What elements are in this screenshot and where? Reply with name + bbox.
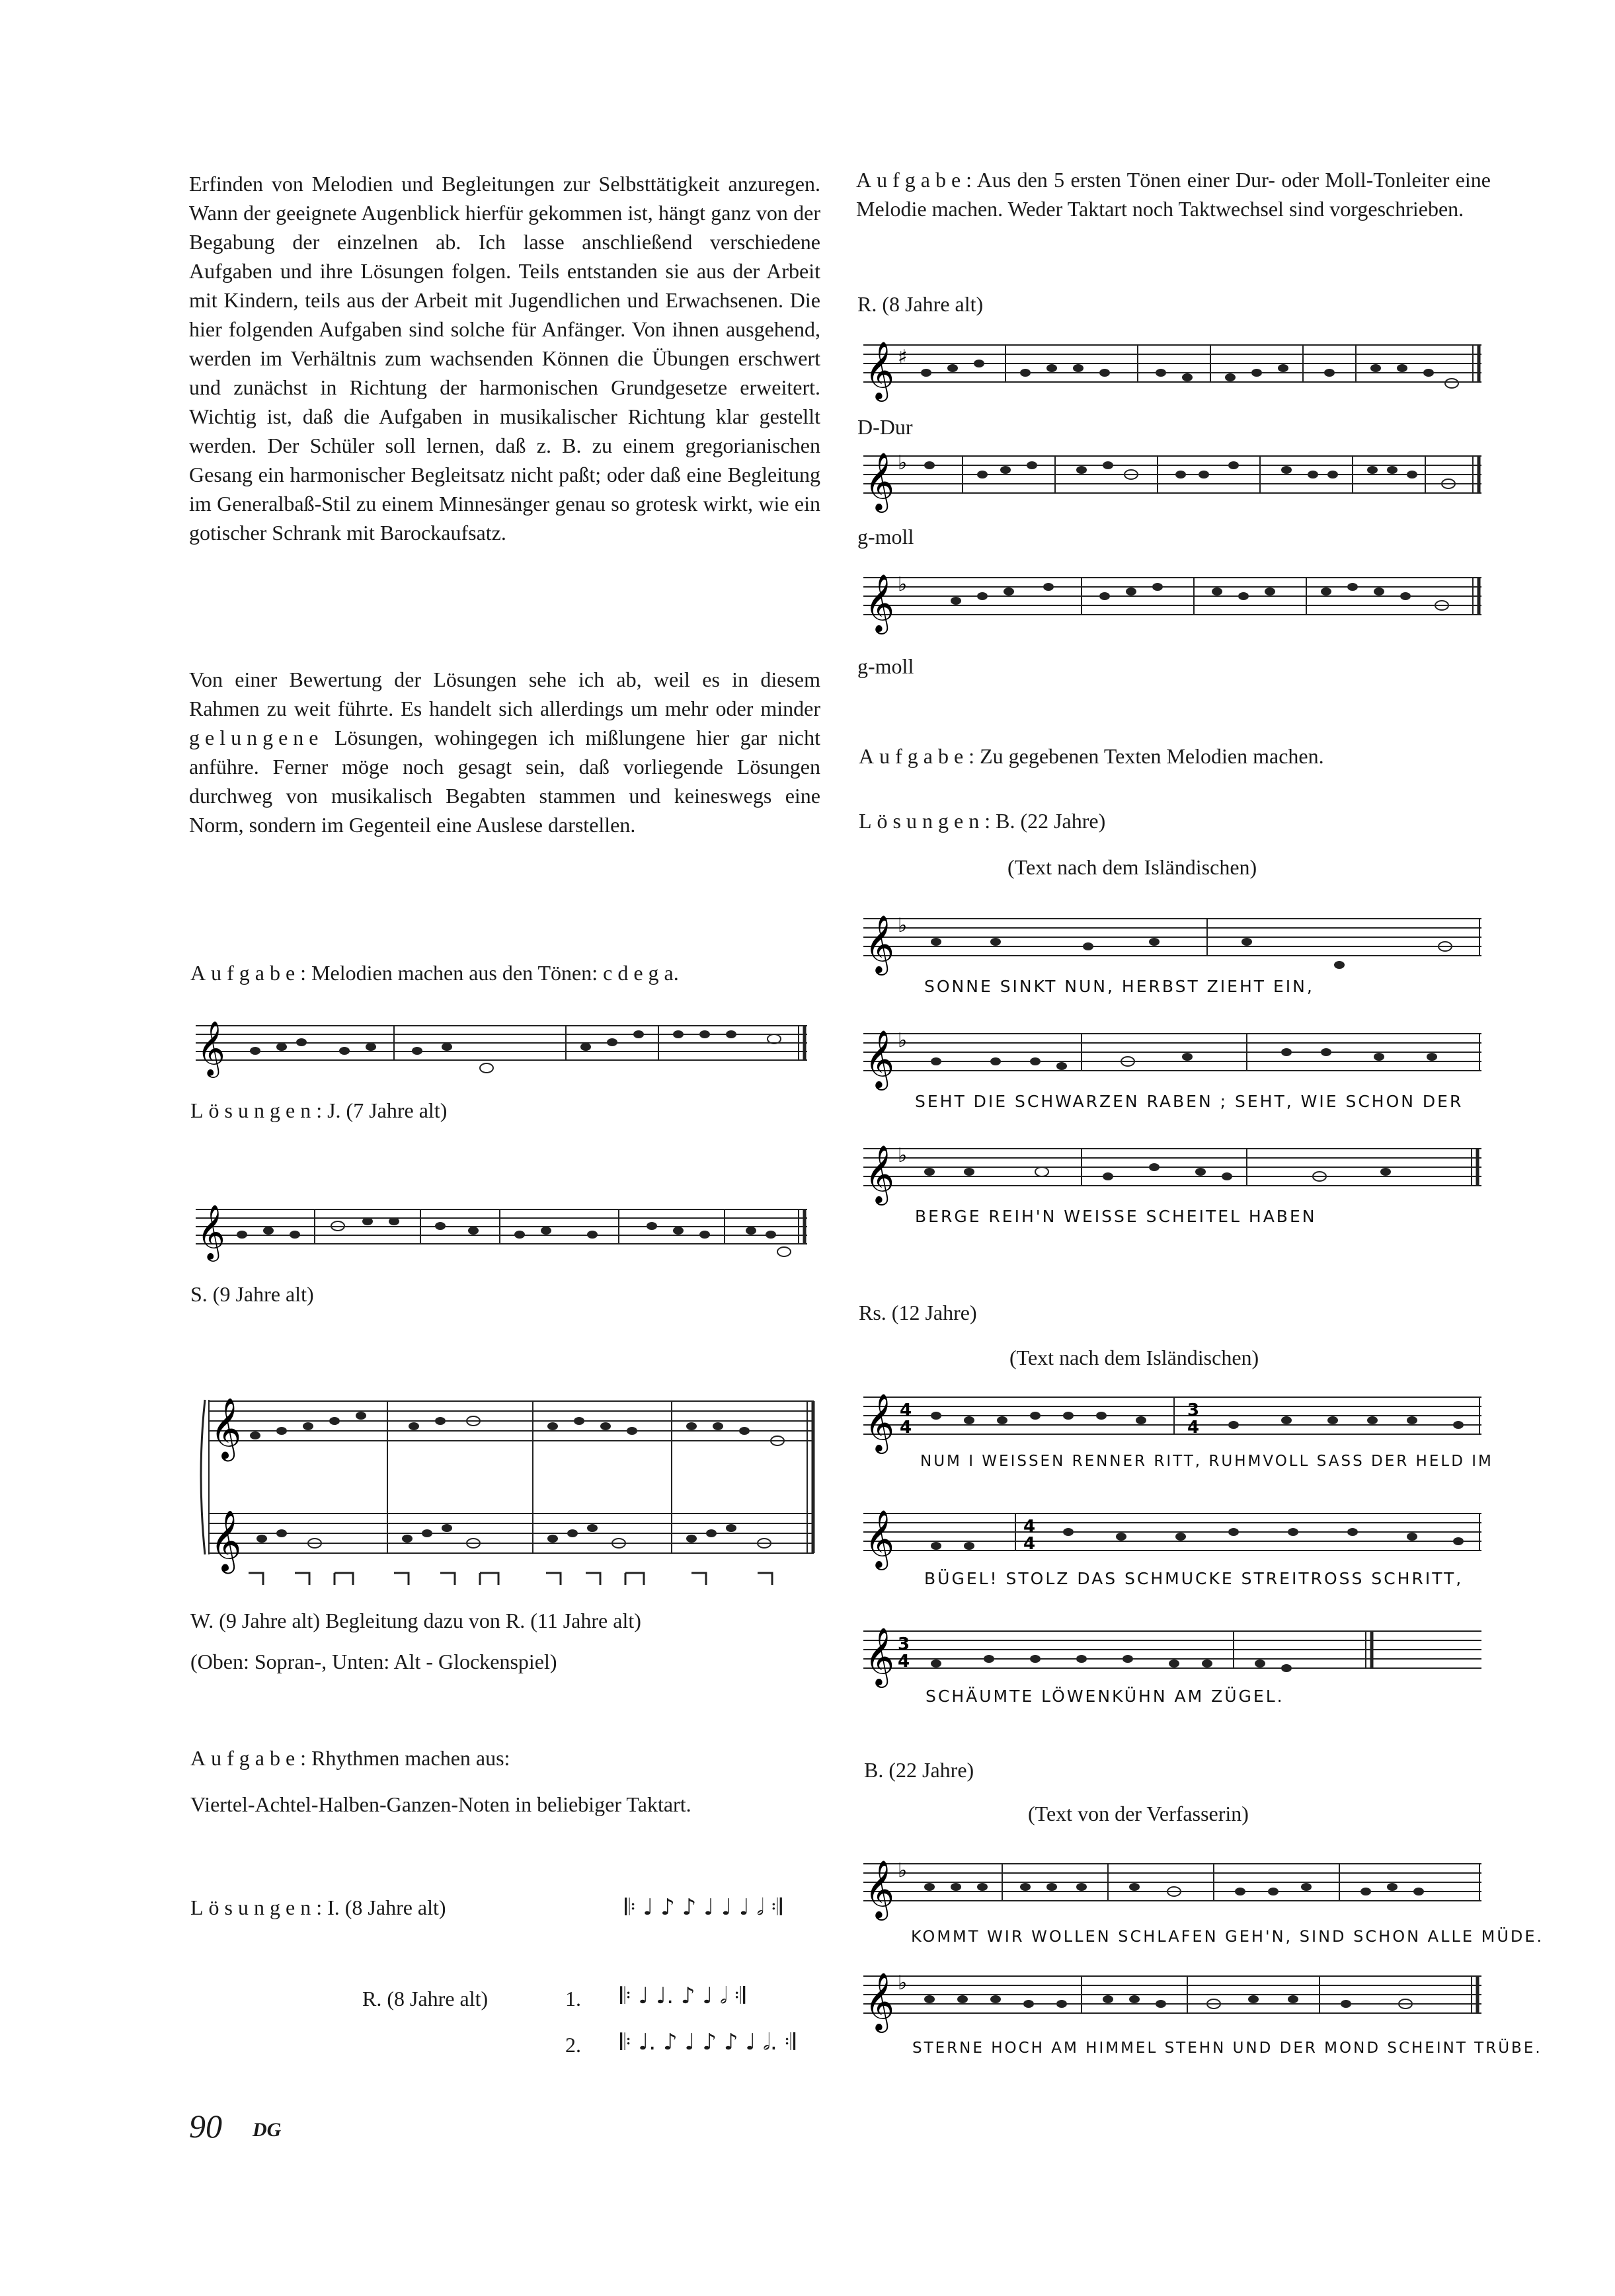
task2-prefix: Aufgabe: [190, 1746, 301, 1770]
task4-heading: [859, 743, 1493, 769]
task4-text: : Zu gegebenen Texten Melodien machen.: [968, 744, 1324, 768]
task4-prefix: Aufgabe: [859, 744, 969, 768]
svg-text:♭: ♭: [898, 1859, 908, 1882]
svg-text:𝄞: 𝄞: [865, 1971, 894, 2030]
lyrics-b3: BERGE REIH'N WEISSE SCHEITEL HABEN: [915, 1207, 1317, 1226]
svg-text:𝄞: 𝄞: [865, 1859, 894, 1918]
key-d-dur: D-Dur: [857, 415, 913, 439]
svg-text:𝄞: 𝄞: [865, 1509, 894, 1568]
svg-text:𝄞: 𝄞: [865, 573, 894, 632]
staff-b-line2: [863, 1024, 1485, 1091]
svg-text:♭: ♭: [898, 914, 908, 937]
emphasis-gelungene: gelungene: [189, 726, 324, 749]
lyrics-rs1: NUM I WEISSEN RENNER RITT, RUHMVOLL SASS DER HELD IM: [920, 1453, 1493, 1470]
task3-text: : Aus den 5 ersten Tönen einer Dur- oder Moll-Tonleiter eine Melodie machen. Weder Taktart noch Taktwechsel sind vorgeschrieben.: [856, 168, 1491, 221]
solutions1-text: : J. (7 Jahre alt): [316, 1098, 448, 1122]
svg-text:𝄞: 𝄞: [865, 451, 894, 510]
text-source-1: (Text nach dem Isländischen): [1007, 855, 1257, 879]
lyrics-v2: STERNE HOCH AM HIMMEL STEHN UND DER MOND SCHEINT TRÜBE.: [912, 2040, 1542, 2057]
svg-text:4: 4: [1023, 1534, 1036, 1554]
r-label: R. (8 Jahre alt): [362, 1987, 489, 2010]
task2-line: Viertel-Achtel-Halben-Ganzen-Noten in beliebiger Taktart.: [190, 1792, 691, 1816]
staff-rs-line1: [863, 1388, 1485, 1454]
intro-paragraph: Erfinden von Melodien und Begleitungen zur Selbsttätigkeit anzuregen. Wann der geeignete Augenblick hierfür gekommen ist, hängt ganz von der Begabung der einzelnen ab. Ich lasse anschließend verschiedene Aufgaben und ihre Lösungen folgen. Teils entstanden sie aus der Arbeit mit Kindern, teils aus der Arbeit mit Jugendlichen und Erwachsenen. Die hier folgenden Aufgaben sind solche für Anfänger. Von ihnen ausgehend, werden im Verhältnis zum wachsenden Können die Übungen erschwert und zunächst in Richtung der harmonischen Grundgesetze erweitert. Wichtig ist, daß die Aufgaben in musikalischer Richtung klar gestellt werden. Der Schüler soll lernen, daß z. B. zu einem gregorianischen Gesang ein harmonischer Begleitsatz nicht paßt; oder daß eine Begleitung im Generalbaß-Stil zu einem Minnesänger genau so grotesk wirkt, wie ein gotischer Schrank mit Barockaufsatz.: [189, 172, 820, 545]
svg-text:♭: ♭: [898, 1029, 908, 1052]
task3-prefix: Aufgabe: [856, 168, 966, 192]
svg-text:4: 4: [1187, 1418, 1200, 1437]
task1-heading: [190, 960, 825, 986]
solutions2-prefix: Lösungen: [190, 1895, 317, 1919]
w-note: (Oben: Sopran-, Unten: Alt - Glockenspiel): [190, 1650, 557, 1673]
svg-text:3: 3: [1187, 1400, 1200, 1420]
rhythm-i: 𝄆 ♩ ♪ ♪ ♩ ♩ ♩ 𝅗𝅥 𝄇: [625, 1894, 782, 1921]
staff-d-dur: [863, 330, 1485, 403]
svg-text:4: 4: [900, 1400, 912, 1420]
publisher-mark: DG: [253, 2119, 282, 2141]
solutions2-text: : I. (8 Jahre alt): [316, 1895, 446, 1919]
lyrics-b1: SONNE SINKT NUN, HERBST ZIEHT EIN,: [924, 977, 1314, 996]
svg-text:♭: ♭: [898, 1144, 908, 1167]
svg-text:4: 4: [898, 1652, 910, 1671]
svg-text:𝄞: 𝄞: [865, 1029, 894, 1088]
evaluation-paragraph: [189, 665, 820, 903]
evaluation-text-a: Von einer Bewertung der Lösungen sehe ich ab, weil es in diesem Rahmen zu weit führte. Es handelt sich allerdings um mehr oder minder: [189, 668, 820, 720]
staff-g-moll-1: [863, 441, 1485, 514]
svg-text:𝄞: 𝄞: [197, 1204, 225, 1259]
staff-task1-tones: [196, 1013, 810, 1079]
svg-text:𝄞: 𝄞: [865, 340, 894, 399]
svg-text:♭: ♭: [898, 1971, 908, 1995]
s-label: S. (9 Jahre alt): [190, 1282, 314, 1306]
staff-g-moll-2: [863, 563, 1485, 636]
solutions2-heading: [190, 1894, 587, 1921]
evaluation-text-b: Lösungen, wohingegen ich mißlungene hier gar nicht anführe. Ferner möge noch gesagt sein, daß vorliegende Lösungen durchweg von musikalisch Begabten stammen und keineswegs eine Norm, sondern im Gegenteil eine Auslese darstellen.: [189, 726, 820, 837]
staff-v-line1: [863, 1855, 1485, 1921]
svg-text:𝄞: 𝄞: [865, 1626, 894, 1685]
svg-text:♭: ♭: [898, 573, 908, 596]
svg-text:𝄞: 𝄞: [865, 1393, 894, 1451]
w-label: W. (9 Jahre alt) Begleitung dazu von R. (11 Jahre alt): [190, 1609, 641, 1632]
lyrics-v1: KOMMT WIR WOLLEN SCHLAFEN GEH'N, SIND SCHON ALLE MÜDE.: [911, 1927, 1544, 1946]
solutions3-prefix: Lösungen: [859, 809, 985, 833]
solutions3-heading: [859, 808, 1321, 834]
lyrics-rs2: BÜGEL! STOLZ DAS SCHMUCKE STREITROSS SCHRITT,: [924, 1569, 1464, 1588]
svg-text:3: 3: [898, 1634, 910, 1654]
staff-solution-w-grand: [196, 1381, 817, 1593]
solutions1-heading: [190, 1097, 653, 1124]
b22-label: B. (22 Jahre): [864, 1758, 974, 1782]
svg-text:𝄞: 𝄞: [865, 914, 894, 973]
staff-rs-line2: [863, 1504, 1485, 1570]
text-source-2: (Text nach dem Isländischen): [1009, 1346, 1259, 1369]
svg-text:♯: ♯: [898, 346, 908, 369]
page-number: 90: [189, 2108, 222, 2145]
staff-b-line1: [863, 909, 1485, 976]
task2-heading: [190, 1745, 785, 1771]
rs-label: Rs. (12 Jahre): [859, 1301, 977, 1324]
lyrics-rs3: SCHÄUMTE LÖWENKÜHN AM ZÜGEL.: [926, 1687, 1284, 1706]
svg-text:♭: ♭: [898, 451, 908, 475]
task2-text: : Rhythmen machen aus:: [300, 1746, 510, 1770]
svg-text:𝄞: 𝄞: [197, 1020, 225, 1075]
svg-text:𝄞: 𝄞: [210, 1397, 242, 1459]
staff-solution-j: [196, 1196, 810, 1269]
solutions3-text: : B. (22 Jahre): [984, 809, 1106, 833]
task1-prefix: Aufgabe: [190, 961, 301, 985]
rhythm-r1: 𝄆 ♩ ♩. ♪ ♩ 𝅗𝅥 𝄇: [620, 1983, 746, 2009]
r-num1: 1.: [565, 1987, 581, 2010]
staff-b-line3: [863, 1139, 1485, 1205]
svg-text:𝄞: 𝄞: [210, 1510, 242, 1571]
svg-text:4: 4: [1023, 1517, 1036, 1537]
rhythm-r2: 𝄆 ♩. ♪ ♩ ♪ ♪ ♩ 𝅗𝅥. 𝄇: [620, 2029, 796, 2055]
key-g-moll-1: g-moll: [857, 525, 914, 549]
r8-label: R. (8 Jahre alt): [857, 292, 984, 316]
r-num2: 2.: [565, 2033, 581, 2057]
solutions1-prefix: Lösungen: [190, 1098, 317, 1122]
task1-text: : Melodien machen aus den Tönen: c d e g a.: [300, 961, 679, 985]
staff-v-line2: [863, 1967, 1485, 2033]
staff-rs-line3: [863, 1622, 1485, 1688]
key-g-moll-2: g-moll: [857, 654, 914, 678]
text-source-3: (Text von der Verfasserin): [1028, 1802, 1249, 1825]
lyrics-b2: SEHT DIE SCHWARZEN RABEN ; SEHT, WIE SCHON DER: [915, 1092, 1464, 1111]
svg-text:𝄞: 𝄞: [865, 1144, 894, 1203]
svg-text:4: 4: [900, 1418, 912, 1437]
task3-paragraph: [856, 165, 1491, 223]
